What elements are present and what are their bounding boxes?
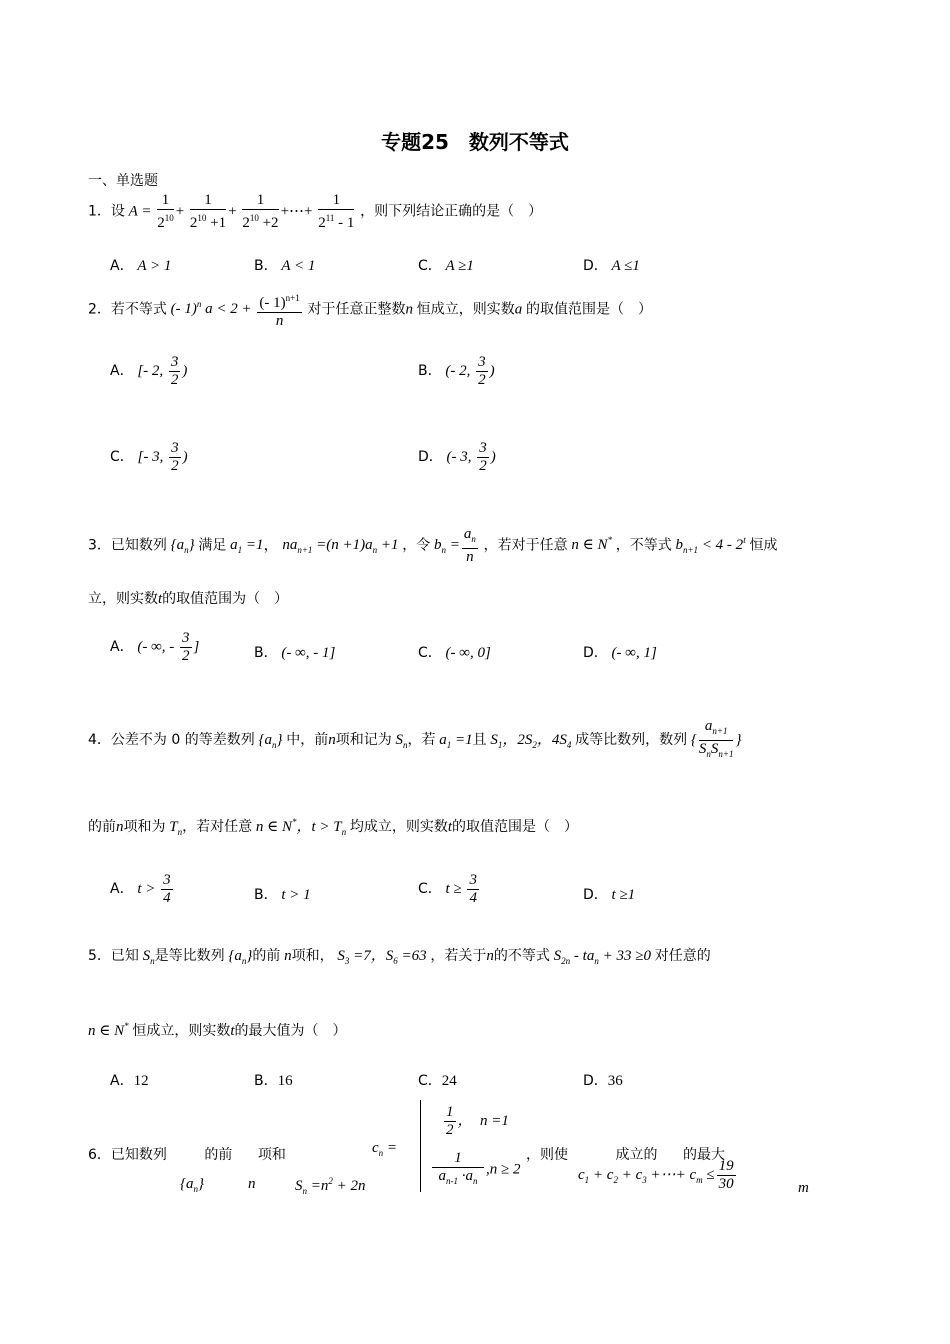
q3-option-d[interactable]: D． (- ∞, 1] bbox=[583, 645, 657, 661]
q1-frac-1: $\frac{1}{2^{10}}$ bbox=[157, 192, 174, 231]
q1-frac-3: $\frac{1}{2^{10} +2}$ bbox=[242, 192, 279, 231]
q2-option-c[interactable]: C． [- 3, $\frac{3}{2}$ ) bbox=[110, 440, 188, 474]
q1-option-d[interactable]: D． A ≤1 bbox=[583, 258, 640, 274]
q2-option-d[interactable]: D． (- 3, $\frac{3}{2}$ ) bbox=[418, 440, 496, 474]
q1-frac-4: $\frac{1}{2^{11} - 1}$ bbox=[318, 192, 355, 231]
q2-option-b[interactable]: B． (- 2, $\frac{3}{2}$ ) bbox=[418, 354, 495, 388]
q1-frac-2: $\frac{1}{2^{10} +1}$ bbox=[189, 192, 227, 231]
q1-number: 1．设 bbox=[88, 203, 125, 220]
q2-frac: $\frac{(- 1)^{n+1}}{n}$ bbox=[257, 290, 301, 330]
question-5: 5．已知 $S_n$是等比数列 $\{a_n\}$的前 n项和， $S_3 =7$，$S_6 =63$ ，若关于n的不等式 $S_{2n} - ta_n + 33 \ge 0$ 对任意的 bbox=[88, 948, 711, 966]
page-title: 专题25 数列不等式 bbox=[381, 130, 569, 154]
q6-cn-def: $c_n$ = bbox=[372, 1140, 398, 1158]
q4-option-a[interactable]: A． t > $\frac{3}{4}$ bbox=[110, 872, 171, 906]
q6-brace bbox=[420, 1100, 424, 1192]
question-5-line-2: n ∈ N* 恒成立，则实数t的最大值为（ ） bbox=[88, 1021, 347, 1039]
q5-option-c[interactable]: C．24 bbox=[418, 1073, 457, 1089]
q5-option-d[interactable]: D．36 bbox=[583, 1073, 623, 1089]
q4-option-d[interactable]: D． t ≥1 bbox=[583, 887, 636, 903]
q6-inequality: $c_1 + c_2 + c_3$ +⋯+ $c_m$ ≤ $\frac{19}{30}$ bbox=[578, 1158, 734, 1192]
q6-m: m bbox=[798, 1180, 809, 1196]
question-2: 2．若不等式 (- 1)$^n$ a < 2 + $\frac{(- 1)^{n+1}}{n}$ 对于任意正整数n 恒成立，则实数a 的取值范围是（ ） bbox=[88, 290, 652, 330]
q1-option-a[interactable]: A． A > 1 bbox=[110, 258, 172, 274]
question-4-line-2: 的前n项和为 $T_n$，若对任意 n ∈ N*，$t > T_n$ 均成立，则实数t的取值范围是（ ） bbox=[88, 817, 579, 837]
q6-case-1: $\frac{1}{2}$ ， n =1 bbox=[446, 1104, 509, 1138]
q6-n: n bbox=[248, 1176, 256, 1192]
section-heading: 一、单选题 bbox=[88, 173, 158, 189]
q1-option-b[interactable]: B． A < 1 bbox=[254, 258, 316, 274]
q5-option-a[interactable]: A．12 bbox=[110, 1073, 149, 1089]
q6-tail: ，则使 成立的 的最大 bbox=[526, 1147, 725, 1163]
q3-option-b[interactable]: B． (- ∞, - 1] bbox=[254, 645, 336, 661]
q6-case-2: $\frac{1}{a_{n-1} \cdot a_n}$ ,n ≥ 2 bbox=[430, 1150, 520, 1190]
q5-option-b[interactable]: B．16 bbox=[254, 1073, 293, 1089]
q1-option-c[interactable]: C． A ≥1 bbox=[418, 258, 474, 274]
q6-sum: $S_n =n^2 + 2n$ bbox=[295, 1176, 366, 1196]
question-1: 1．设 A = $\frac{1}{2^{10}}$ + $\frac{1}{2^{10} +1}$ + $\frac{1}{2^{10} +2}$ +⋯+ $\frac{1}{2^{11} - 1}$ ，则下列结论正确的是（ ） bbox=[88, 192, 543, 231]
q2-number: 2．若不等式 bbox=[88, 301, 167, 318]
question-4: 4．公差不为 0 的等差数列 $\{a_n\}$ 中，前n项和记为 $S_n$，若 $a_1 =1$且 $S_1$，$2S_2$，$4S_4$ 成等比数列，数列 { $\frac{a_{n+1}}{S_nS_{n+1}}$ } bbox=[88, 718, 742, 759]
question-3-line-2: 立，则实数t的取值范围为（ ） bbox=[88, 591, 289, 607]
q6-sequence: $\{a_n\}$ bbox=[180, 1176, 204, 1194]
question-6: 6．已知数列 的前 项和 bbox=[88, 1147, 286, 1163]
q1-tail: ，则下列结论正确的是（ ） bbox=[360, 203, 543, 220]
question-3: 3．已知数列 $\{a_n\}$ 满足 $a_1 =1$， $na_{n+1} =(n +1)a_n +1$ ，令 $b_n$ = $\frac{a_n}{n}$ ，若对于任意 n ∈ N* ，不等式 $b_{n+1} < 4 - 2^t$ 恒成 bbox=[88, 526, 778, 565]
q2-option-a[interactable]: A． [- 2, $\frac{3}{2}$ ) bbox=[110, 354, 188, 388]
q1-lhs: A = bbox=[128, 203, 152, 220]
q4-option-c[interactable]: C． t ≥ $\frac{3}{4}$ bbox=[418, 872, 477, 906]
q4-option-b[interactable]: B． t > 1 bbox=[254, 887, 311, 903]
q3-option-c[interactable]: C． (- ∞, 0] bbox=[418, 645, 491, 661]
q3-option-a[interactable]: A． (- ∞, - $\frac{3}{2}$ ] bbox=[110, 630, 200, 664]
